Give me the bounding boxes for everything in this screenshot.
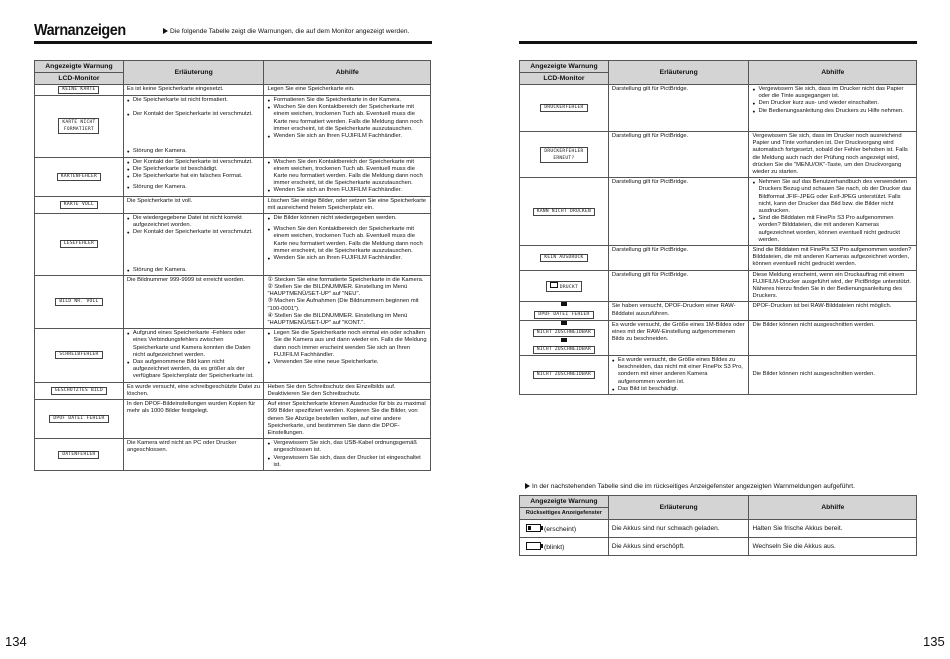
explanation: ● Es wurde versucht, die Größe eines Bildes zu beschneiden, das nicht mit einer FinePix S3 Pro, sondern mit einer anderen Kamera aufgenommen worden ist. ● Das Bild ist beschädigt. — [608, 356, 749, 395]
lcd-message: KARTE NICHT FORMATIERT — [58, 118, 99, 134]
remedy: DPOF-Drucken ist bei RAW-Bilddateien nicht möglich. — [749, 302, 917, 320]
lcd-message: NICHT ZUSCHNEIDBAR — [533, 329, 595, 337]
explanation: Darstellung gilt für PictBridge. — [608, 246, 749, 271]
header-warning: Angezeigte Warnung — [520, 496, 608, 508]
table-row — [35, 400, 431, 439]
lcd-message: DRUCKERFEHLER ERNEUT? — [540, 147, 587, 163]
remedy: Löschen Sie einige Bilder, oder setzen Sie eine Speicherkarte mit ausreichend freiem Speicherplatz ein. — [264, 196, 431, 213]
remedy: Heben Sie den Schreibschutz des Einzelbilds auf. Deaktivieren Sie den Schreibschutz. — [264, 382, 431, 399]
table-row — [520, 246, 917, 271]
table-row — [520, 132, 917, 178]
remedy: ● Die Bilder können nicht wiedergegeben werden. ● Wischen Sie den Kontaktbereich der Speicherkarte mit einem weichen, trockenen Tuch ab. Eventuell muss die Karte neu formatiert werden. Falls die Meldung dann noch immer erscheint, ist die Speicherkarte auszutauschen. ● Wenden Sie sich an Ihren FUJIFILM Fachhändler. — [264, 214, 431, 276]
battery-low-icon — [526, 524, 541, 532]
warning-table-right — [519, 60, 917, 395]
table-row — [35, 157, 431, 196]
table-row — [520, 270, 917, 302]
remedy: Vergewissern Sie sich, dass im Drucker noch ausreichend Papier und Tinte vorhanden ist. Der Druckvorgang wird automatisch fortgesetzt, sobald der Fehler behoben ist. Falls die Meldung auch nach der Prüfung noch angezeigt wird, drücken Sie die "MENU/OK"-Taste, um den Druckvorgang wieder zu starten. — [749, 132, 917, 178]
title-rule — [519, 41, 917, 44]
remedy: Auf einer Speicherkarte können Ausdrucke für bis zu maximal 999 Bilder spezifiziert werden. Kopieren Sie die Bilder, von denen Sie Abzüge bestellen wollen, auf eine andere Speicherkarte, und bestimmen Sie dann die DPOF-Einstellungen. — [264, 400, 431, 439]
remedy: ● Wischen Sie den Kontaktbereich der Speicherkarte mit einem weichen, trockenen Tuch ab. Eventuell muss die Karte neu formatiert werden. Falls die Meldung dann noch immer erscheint, ist die Speicherkarte auszutauschen. ● Wenden Sie sich an Ihren FUJIFILM Fachhändler. — [264, 157, 431, 196]
remedy: Legen Sie eine Speicherkarte ein. — [264, 85, 431, 96]
table-header — [35, 61, 431, 85]
header-warning: Angezeigte Warnung — [520, 61, 608, 73]
explanation: Die Akkus sind nur schwach geladen. — [608, 520, 749, 538]
lcd-message: DPOF DATEI FEHLER — [534, 311, 593, 319]
lcd-message: KARTENFEHLER — [57, 173, 101, 181]
table-row — [520, 178, 917, 246]
table-row — [35, 85, 431, 96]
lcd-message: GESCHÜTZTES BILD — [51, 387, 107, 395]
arrow-icon — [163, 28, 168, 34]
explanation: Die Speicherkarte ist voll. — [123, 196, 264, 213]
remedy: ● Legen Sie die Speicherkarte noch einmal ein oder schalten Sie die Kamera aus und dann wieder ein. Falls die Meldung dann noch immer erscheint wenden Sie sich an Ihren FUJIFILM Fachhändler. ● Verwenden Sie eine neue Speicherkarte. — [264, 329, 431, 382]
explanation: Es wurde versucht, eine schreibgeschützte Datei zu löschen. — [123, 382, 264, 399]
table-row — [520, 302, 917, 320]
header-explanation: Erläuterung — [123, 61, 264, 85]
table-header — [520, 61, 917, 85]
remedy: ① Stecken Sie eine formatierte Speicherkarte in die Kamera. ② Stellen Sie die BILDNUMMER. Einstellung im Menü "HAUPTMENÜ/SET-UP" auf "NEU". ③ Machen Sie Aufnahmen (Die Bildnummern beginnen mit "100-0001"). ④ Stellen Sie die BILDNUMMER. Einstellung im Menü "HAUPTMENÜ/SET-UP" auf "KONT.". — [264, 275, 431, 328]
header-remedy: Abhilfe — [749, 496, 917, 520]
arrow-icon — [525, 483, 530, 489]
printer-icon — [550, 282, 558, 288]
raw-icon — [561, 302, 567, 306]
remedy: ● Vergewissern Sie sich, dass im Drucker nicht das Papier oder die Tinte ausgegangen ist. ● Den Drucker kurz aus- und wieder einschalten. ● Die Bedienungsanleitung des Druckers zu Hilfe nehmen. — [749, 85, 917, 132]
lcd-message: LESEFEHLER — [60, 240, 98, 248]
lcd-message: KEINE KARTE — [58, 86, 99, 94]
right-page — [475, 0, 950, 659]
table-header — [520, 496, 917, 520]
raw-icon — [561, 338, 567, 342]
header-explanation: Erläuterung — [608, 496, 749, 520]
table-row — [35, 329, 431, 382]
lcd-message: KANN NICHT DRUCKEN — [533, 208, 595, 216]
table-row — [35, 439, 431, 471]
remedy: Sind die Bilddaten mit FinePix S3 Pro aufgenommen worden? Bilddateien, die mit anderen Kameras aufgezeichnet worden, können eventuell nicht gedruckt werden. — [749, 246, 917, 271]
lcd-message: DATENFEHLER — [58, 451, 99, 459]
page-number: 134 — [5, 634, 27, 649]
explanation: ● Die wiedergegebene Datei ist nicht korrekt aufgezeichnet worden. ● Der Kontakt der Speicherkarte ist verschmutzt. ● Störung der Kamera. — [123, 214, 264, 276]
explanation: In den DPOF-Bildeinstellungen wurden Kopien für mehr als 1000 Bilder festgelegt. — [123, 400, 264, 439]
remedy: Halten Sie frische Akkus bereit. — [749, 520, 917, 538]
explanation: ● Aufgrund eines Speicherkarte -Fehlers oder eines Verbindungsfehlers zwischen Speicherkarte und Kamera konnten die Daten nicht aufgezeichnet werden. ● Das aufgenommene Bild kann nicht aufgezeichnet werden, da es größer als der verfügbare Speicherplatz der Speicherkarte ist. — [123, 329, 264, 382]
table-row — [520, 356, 917, 395]
explanation: Darstellung gilt für PictBridge. — [608, 85, 749, 132]
explanation: Die Bildnummer 999-9999 ist erreicht worden. — [123, 275, 264, 328]
lcd-message: NICHT ZUSCHNEIDBAR — [533, 346, 595, 354]
explanation: Es wurde versucht, die Größe eines 1M-Bildes oder eines mit der RAW-Einstellung aufgenommenen Bilds zu beschneiden. — [608, 320, 749, 355]
header-remedy: Abhilfe — [749, 61, 917, 85]
header-warning: Angezeigte Warnung — [35, 61, 123, 73]
lcd-message: KARTE VOLL — [60, 201, 98, 209]
header-lcd: LCD-Monitor — [58, 75, 100, 82]
1m-icon — [561, 321, 567, 325]
header-explanation: Erläuterung — [608, 61, 749, 85]
table-row — [35, 196, 431, 213]
battery-table — [519, 495, 917, 556]
explanation: Darstellung gilt für PictBridge. — [608, 270, 749, 302]
remedy: Wechseln Sie die Akkus aus. — [749, 538, 917, 556]
explanation: ● Die Speicherkarte ist nicht formatiert. ● Der Kontakt der Speicherkarte ist verschmutzt. ● Störung der Kamera. — [123, 96, 264, 158]
warning-table-left — [34, 60, 431, 471]
remedy: Diese Meldung erscheint, wenn ein Druckauftrag mit einem FUJIFILM-Drucker ausgeführt wird, der PictBridge unterstützt. Näheres hierzu finden Sie in der Bedienungsanleitung des Druckers. — [749, 270, 917, 302]
table-row: (blinkt) Die Akkus sind erschöpft. Wechseln Sie die Akkus aus. — [520, 538, 917, 556]
explanation: Die Akkus sind erschöpft. — [608, 538, 749, 556]
lcd-message: DRUCKT — [546, 281, 582, 292]
explanation: Darstellung gilt für PictBridge. — [608, 132, 749, 178]
header-rear-display: Rückseitiges Anzeigefenster — [525, 510, 602, 516]
page-number: 135 — [923, 634, 945, 649]
table-row — [35, 96, 431, 158]
explanation: Es ist keine Speicherkarte eingesetzt. — [123, 85, 264, 96]
intro-text-2: In der nachstehenden Tabelle sind die im rückseitiges Anzeigefenster angezeigten Warnmeldungen aufgeführt. — [525, 483, 855, 490]
header-remedy: Abhilfe — [264, 61, 431, 85]
table-row — [35, 382, 431, 399]
lcd-message: KEIN AUSDRUCK — [540, 254, 587, 262]
table-row — [520, 85, 917, 132]
remedy: Die Bilder können nicht ausgeschnitten werden. — [749, 356, 917, 395]
remedy: Die Bilder können nicht ausgeschnitten werden. — [749, 320, 917, 355]
table-row — [520, 320, 917, 355]
table-row — [35, 214, 431, 276]
title-rule — [34, 41, 432, 44]
table-row — [35, 275, 431, 328]
remedy: ● Vergewissern Sie sich, das USB-Kabel ordnungsgemäß angeschlossen ist. ● Vergewissern Sie sich, dass der Drucker ist eingeschaltet ist. — [264, 439, 431, 471]
remedy: ● Nehmen Sie auf das Benutzerhandbuch des verwendeten Druckers Bezug und schauen Sie nach, ob der Drucker das Bildformat JFIF-JPEG oder Exif-JPEG unterstützt. Falls nicht, kann der Drucker das Bild bzw. die Bilder nicht ausdrucken. ● Sind die Bilddaten mit FinePix S3 Pro aufgenommen worden? Bilddateien, die mit anderen Kameras aufgezeichnet worden, können eventuell nicht gedruckt werden. — [749, 178, 917, 246]
lcd-message: DPOF DATEI FEHLER — [49, 415, 108, 423]
table-row: (erscheint) Die Akkus sind nur schwach geladen. Halten Sie frische Akkus bereit. — [520, 520, 917, 538]
lcd-message: DRUCKERFEHLER — [540, 104, 587, 112]
header-lcd: LCD-Monitor — [543, 75, 585, 82]
lcd-message: NICHT ZUSCHNEIDBAR — [533, 371, 595, 379]
explanation: Sie haben versucht, DPOF-Drucken einer RAW-Bilddatei auszuführen. — [608, 302, 749, 320]
explanation: Darstellung gilt für PictBridge. — [608, 178, 749, 246]
lcd-message: SCHREIBFEHLER — [55, 351, 102, 359]
explanation: ● Der Kontakt der Speicherkarte ist verschmutzt. ● Die Speicherkarte ist beschädigt. ● Die Speicherkarte hat ein falsches Format. ● Störung der Kamera. — [123, 157, 264, 196]
intro-text: Die folgende Tabelle zeigt die Warnungen, die auf dem Monitor angezeigt werden. — [163, 28, 409, 35]
remedy: ● Formatieren Sie die Speicherkarte in der Kamera. ● Wischen Sie den Kontaktbereich der Speicherkarte mit einem weichen, trockenen Tuch ab. Eventuell muss die Karte neu formatiert werden. Falls die Meldung dann noch immer erscheint, ist die Speicherkarte auszutauschen. ● Wenden Sie sich an Ihren FUJIFILM Fachhändler. — [264, 96, 431, 158]
explanation: Die Kamera wird nicht an PC oder Drucker angeschlossen. — [123, 439, 264, 471]
battery-empty-icon — [526, 542, 541, 550]
lcd-message: BILD NR. VOLL — [55, 298, 102, 306]
page-title: Warnanzeigen — [34, 22, 126, 39]
